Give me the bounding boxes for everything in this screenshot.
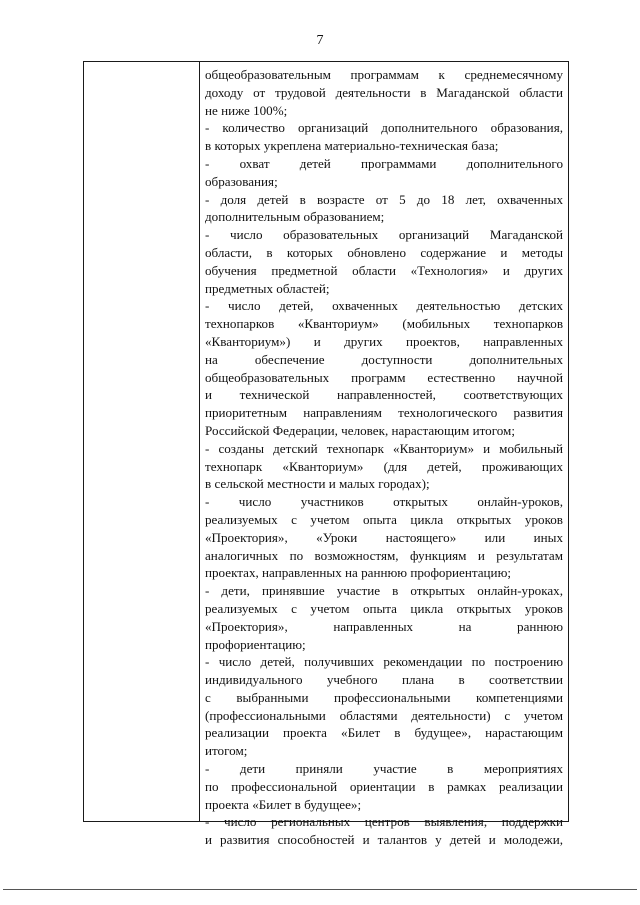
table-text-line: в сельской местности и малых городах); <box>205 476 430 492</box>
table-text-line: «Кванториум») и других проектов, направленных <box>205 333 563 349</box>
table-text-line: по профессиональной ориентации в рамках реализации <box>205 778 563 794</box>
table-text-line: и развития способностей и талантов у детей и молодежи, <box>205 832 563 848</box>
table-text-line: Российской Федерации, человек, нарастающим итогом; <box>205 422 515 438</box>
page-bottom-rule <box>3 889 637 890</box>
table-text-line: «Проектория», «Уроки настоящего» или иных <box>205 529 563 545</box>
table-text-line: проектах, направленных на раннюю профориентацию; <box>205 565 511 581</box>
document-table <box>83 61 569 848</box>
table-text-line: и технической направленностей, соответствующих <box>205 387 563 403</box>
page-number: 7 <box>316 33 324 48</box>
table-text-line: - количество организаций дополнительного образования, <box>205 120 563 136</box>
table-text-line: доходу от трудовой деятельности в Магаданской области <box>205 84 563 100</box>
table-text-line: - число детей, охваченных деятельностью детских <box>205 298 563 314</box>
table-text-line: - число детей, получивших рекомендации по построению <box>205 654 563 670</box>
table-text-line: дополнительным образованием; <box>205 209 385 225</box>
table-text-line: реализуемых с учетом опыта цикла открытых уроков <box>205 600 563 616</box>
table-text-line: проекта «Билет в будущее»; <box>205 796 362 812</box>
table-text-line: - охват детей программами дополнительного <box>205 155 563 171</box>
table-text-line: общеобразовательных программ естественно научной <box>205 369 563 385</box>
table-text-line: - дети, принявшие участие в открытых онлайн-уроках, <box>205 583 563 599</box>
table-text-line: общеобразовательным программам к среднемесячному <box>205 67 563 82</box>
table-text-line: - число региональных центров выявления, поддержки <box>205 814 563 830</box>
table-text-line: обучения предметной области «Технология» и других <box>205 262 563 278</box>
table-text-line: итогом; <box>205 743 248 759</box>
table-text-line: с выбранными профессиональными компетенциями <box>205 689 563 705</box>
table-text-line: на обеспечение доступности дополнительных <box>205 351 563 367</box>
table-text-line: не ниже 100%; <box>205 102 288 118</box>
table-text-line: профориентацию; <box>205 636 306 652</box>
table-left-column <box>84 62 200 821</box>
table-text-line: в которых укреплена материально-техническая база; <box>205 138 499 154</box>
table-text-line: - дети приняли участие в мероприятиях <box>205 761 563 777</box>
table-text-line: области, в которых обновлено содержание и методы <box>205 244 563 260</box>
table-text-line: технопарк «Кванториум» (для детей, проживающих <box>205 458 563 474</box>
table-text-line: - доля детей в возрасте от 5 до 18 лет, охваченных <box>205 191 563 207</box>
table-text-line: предметных областей; <box>205 280 330 296</box>
table-text-line: приоритетным направлениям технологического развития <box>205 405 563 421</box>
table-text-line: индивидуального учебного плана в соответствии <box>205 672 563 688</box>
table-text-line: реализуемых с учетом опыта цикла открытых уроков <box>205 511 563 527</box>
table-text-line: «Проектория», направленных на раннюю <box>205 618 563 634</box>
table-text-line: (профессиональными областями деятельности) с учетом <box>205 707 563 723</box>
table-text-line: - число образовательных организаций Магаданской <box>205 227 563 243</box>
table-text-line: - созданы детский технопарк «Кванториум» и мобильный <box>205 440 563 456</box>
table-text-line: реализации проекта «Билет в будущее», нарастающим <box>205 725 563 741</box>
table-text-line: образования; <box>205 173 278 189</box>
table-right-column <box>200 62 568 848</box>
table-text-line: аналогичных по возможностям, функциям и результатам <box>205 547 563 563</box>
table-text-line: - число участников открытых онлайн-уроков, <box>205 494 563 510</box>
table-text-line: технопарков «Кванториум» (мобильных технопарков <box>205 316 563 332</box>
